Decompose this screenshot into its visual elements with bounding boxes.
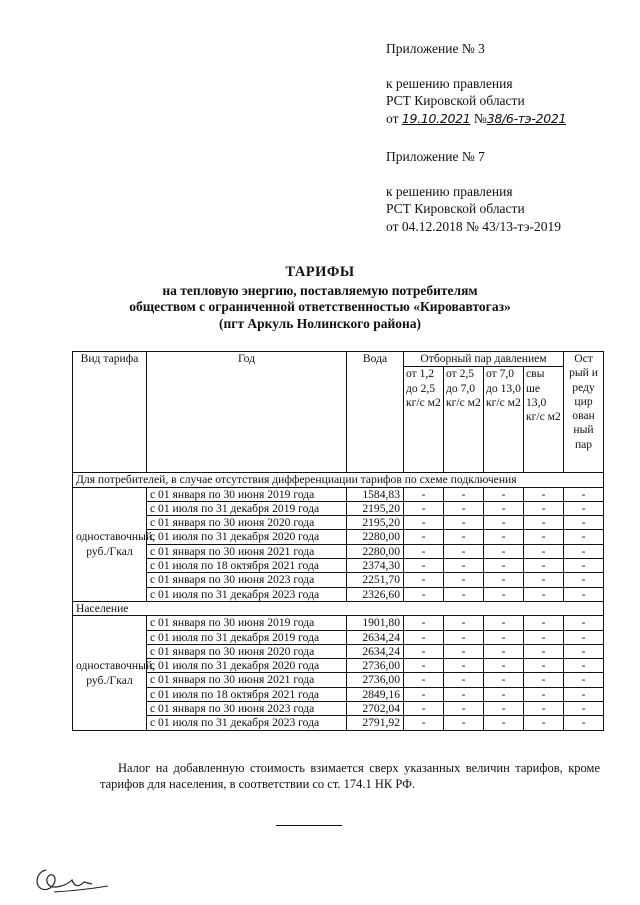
- table-row: [73, 573, 604, 587]
- empty-tariff-cell: -: [404, 616, 444, 630]
- empty-tariff-cell: -: [524, 716, 564, 730]
- empty-tariff-cell: -: [564, 530, 604, 544]
- water-tariff-cell: 2195,20: [347, 501, 404, 515]
- empty-tariff-cell: -: [524, 702, 564, 716]
- appendix-3-date-line: [386, 110, 566, 128]
- empty-tariff-cell: -: [564, 616, 604, 630]
- empty-tariff-cell: -: [404, 544, 444, 558]
- water-tariff-cell: 2736,00: [347, 673, 404, 687]
- empty-tariff-cell: -: [484, 544, 524, 558]
- empty-tariff-cell: -: [484, 630, 524, 644]
- empty-tariff-cell: -: [564, 644, 604, 658]
- empty-tariff-cell: -: [444, 487, 484, 501]
- period-cell: с 01 июля по 31 декабря 2023 года: [147, 716, 347, 730]
- table-row: [73, 530, 604, 544]
- empty-tariff-cell: -: [484, 716, 524, 730]
- table-row: [73, 644, 604, 658]
- appendix-3-line1: к решению правления: [386, 75, 513, 91]
- empty-tariff-cell: -: [404, 716, 444, 730]
- appendix-7-line1: к решению правления: [386, 183, 513, 199]
- header-pressure-4: свы ше 13,0 кг/с м2: [524, 367, 564, 473]
- empty-tariff-cell: -: [404, 559, 444, 573]
- signature-icon: [32, 862, 112, 896]
- empty-tariff-cell: -: [444, 544, 484, 558]
- section-row-general: [73, 473, 604, 487]
- appendix-3-from: от: [386, 110, 399, 126]
- header-pressure-2: от 2,5 до 7,0 кг/с м2: [444, 367, 484, 473]
- table-row: [73, 544, 604, 558]
- empty-tariff-cell: -: [404, 530, 444, 544]
- empty-tariff-cell: -: [404, 587, 444, 601]
- empty-tariff-cell: -: [484, 616, 524, 630]
- empty-tariff-cell: -: [404, 644, 444, 658]
- water-tariff-cell: 2702,04: [347, 702, 404, 716]
- table-row: [73, 487, 604, 501]
- period-cell: с 01 января по 30 июня 2023 года: [147, 702, 347, 716]
- empty-tariff-cell: -: [444, 659, 484, 673]
- empty-tariff-cell: -: [404, 673, 444, 687]
- section-row-population: [73, 601, 604, 615]
- table-row: [73, 673, 604, 687]
- water-tariff-cell: 2326,60: [347, 587, 404, 601]
- empty-tariff-cell: -: [484, 516, 524, 530]
- empty-tariff-cell: -: [524, 687, 564, 701]
- appendix-7-block: [386, 148, 561, 235]
- header-sharp-steam: Ост рый и реду цир ован ный пар: [564, 352, 604, 473]
- header-year: Год: [147, 352, 347, 473]
- empty-tariff-cell: -: [444, 530, 484, 544]
- section-population-label: Население: [73, 601, 604, 615]
- header-pressure-1: от 1,2 до 2,5 кг/с м2: [404, 367, 444, 473]
- empty-tariff-cell: -: [524, 630, 564, 644]
- water-tariff-cell: 2634,24: [347, 644, 404, 658]
- water-tariff-cell: 1584,83: [347, 487, 404, 501]
- period-cell: с 01 января по 30 июня 2019 года: [147, 616, 347, 630]
- table-row: [73, 559, 604, 573]
- water-tariff-cell: 2280,00: [347, 544, 404, 558]
- empty-tariff-cell: -: [564, 673, 604, 687]
- empty-tariff-cell: -: [564, 487, 604, 501]
- water-tariff-cell: 2195,20: [347, 516, 404, 530]
- tariff-table: [72, 351, 604, 731]
- water-tariff-cell: 2374,30: [347, 559, 404, 573]
- table-row: [73, 501, 604, 515]
- period-cell: с 01 июля по 18 октября 2021 года: [147, 687, 347, 701]
- header-water: Вода: [347, 352, 404, 473]
- period-cell: с 01 января по 30 июня 2023 года: [147, 573, 347, 587]
- empty-tariff-cell: -: [524, 559, 564, 573]
- table-row: [73, 716, 604, 730]
- empty-tariff-cell: -: [484, 573, 524, 587]
- empty-tariff-cell: -: [484, 673, 524, 687]
- period-cell: с 01 июля по 31 декабря 2020 года: [147, 659, 347, 673]
- empty-tariff-cell: -: [484, 530, 524, 544]
- empty-tariff-cell: -: [524, 644, 564, 658]
- appendix-3-title: Приложение № 3: [386, 41, 485, 56]
- appendix-3-number: 38/6-тэ-2021: [486, 110, 567, 126]
- group-general: [73, 487, 604, 601]
- empty-tariff-cell: -: [444, 587, 484, 601]
- table-row: [73, 587, 604, 601]
- appendix-7-title: Приложение № 7: [386, 149, 485, 164]
- water-tariff-cell: 2280,00: [347, 530, 404, 544]
- table-row: [73, 516, 604, 530]
- empty-tariff-cell: -: [524, 573, 564, 587]
- empty-tariff-cell: -: [444, 702, 484, 716]
- heading-line1: на тепловую энергию, поставляемую потребителям: [162, 282, 478, 298]
- period-cell: с 01 июля по 18 октября 2021 года: [147, 559, 347, 573]
- period-cell: с 01 января по 30 июня 2019 года: [147, 487, 347, 501]
- empty-tariff-cell: -: [444, 501, 484, 515]
- document-heading: [60, 264, 580, 332]
- empty-tariff-cell: -: [444, 673, 484, 687]
- empty-tariff-cell: -: [524, 616, 564, 630]
- empty-tariff-cell: -: [404, 659, 444, 673]
- appendix-7-line3: от 04.12.2018 № 43/13-тэ-2019: [386, 218, 561, 234]
- empty-tariff-cell: -: [444, 616, 484, 630]
- empty-tariff-cell: -: [564, 702, 604, 716]
- appendix-3-no: №: [473, 110, 487, 126]
- period-cell: с 01 июля по 31 декабря 2023 года: [147, 587, 347, 601]
- group2-tariff-type: одноставочный, руб./Гкал: [73, 616, 147, 730]
- empty-tariff-cell: -: [524, 544, 564, 558]
- empty-tariff-cell: -: [484, 587, 524, 601]
- empty-tariff-cell: -: [444, 630, 484, 644]
- empty-tariff-cell: -: [524, 501, 564, 515]
- water-tariff-cell: 2634,24: [347, 630, 404, 644]
- empty-tariff-cell: -: [404, 702, 444, 716]
- table-row: [73, 687, 604, 701]
- empty-tariff-cell: -: [444, 687, 484, 701]
- empty-tariff-cell: -: [564, 687, 604, 701]
- heading-line2: обществом с ограниченной ответственностью «Кировавтогаз»: [129, 299, 511, 314]
- empty-tariff-cell: -: [564, 544, 604, 558]
- empty-tariff-cell: -: [484, 501, 524, 515]
- empty-tariff-cell: -: [524, 516, 564, 530]
- empty-tariff-cell: -: [444, 559, 484, 573]
- empty-tariff-cell: -: [564, 516, 604, 530]
- table-row: [73, 630, 604, 644]
- water-tariff-cell: 2849,16: [347, 687, 404, 701]
- period-cell: с 01 января по 30 июня 2021 года: [147, 544, 347, 558]
- period-cell: с 01 января по 30 июня 2020 года: [147, 516, 347, 530]
- empty-tariff-cell: -: [524, 487, 564, 501]
- empty-tariff-cell: -: [564, 587, 604, 601]
- separator-line: [276, 825, 342, 826]
- empty-tariff-cell: -: [404, 501, 444, 515]
- period-cell: с 01 января по 30 июня 2021 года: [147, 673, 347, 687]
- group1-tariff-type: одноставочный, руб./Гкал: [73, 487, 147, 601]
- header-steam: Отборный пар давлением: [404, 352, 564, 367]
- empty-tariff-cell: -: [444, 644, 484, 658]
- appendix-3-line2: РСТ Кировской области: [386, 93, 525, 108]
- empty-tariff-cell: -: [484, 487, 524, 501]
- empty-tariff-cell: -: [484, 687, 524, 701]
- empty-tariff-cell: -: [524, 587, 564, 601]
- empty-tariff-cell: -: [484, 559, 524, 573]
- table-row: [73, 616, 604, 630]
- empty-tariff-cell: -: [404, 487, 444, 501]
- empty-tariff-cell: -: [524, 673, 564, 687]
- water-tariff-cell: 1901,80: [347, 616, 404, 630]
- section-general-label: Для потребителей, в случае отсутствия дифференциации тарифов по схеме подключения: [73, 473, 604, 487]
- period-cell: с 01 июля по 31 декабря 2019 года: [147, 630, 347, 644]
- table-row: [73, 659, 604, 673]
- water-tariff-cell: 2251,70: [347, 573, 404, 587]
- table-row: [73, 702, 604, 716]
- empty-tariff-cell: -: [524, 659, 564, 673]
- empty-tariff-cell: -: [564, 716, 604, 730]
- appendix-7-line2: РСТ Кировской области: [386, 201, 525, 216]
- water-tariff-cell: 2736,00: [347, 659, 404, 673]
- appendix-3-date: 19.10.2021: [401, 110, 471, 126]
- period-cell: с 01 июля по 31 декабря 2019 года: [147, 501, 347, 515]
- period-cell: с 01 января по 30 июня 2020 года: [147, 644, 347, 658]
- header-pressure-3: от 7,0 до 13,0 кг/с м2: [484, 367, 524, 473]
- empty-tariff-cell: -: [444, 516, 484, 530]
- empty-tariff-cell: -: [564, 659, 604, 673]
- appendix-3-block: [386, 40, 566, 127]
- empty-tariff-cell: -: [444, 716, 484, 730]
- empty-tariff-cell: -: [564, 501, 604, 515]
- empty-tariff-cell: -: [564, 573, 604, 587]
- group-population: [73, 616, 604, 730]
- heading-line3: (пгт Аркуль Нолинского района): [218, 315, 422, 331]
- empty-tariff-cell: -: [564, 559, 604, 573]
- empty-tariff-cell: -: [484, 659, 524, 673]
- empty-tariff-cell: -: [484, 702, 524, 716]
- empty-tariff-cell: -: [484, 644, 524, 658]
- empty-tariff-cell: -: [404, 573, 444, 587]
- empty-tariff-cell: -: [524, 530, 564, 544]
- empty-tariff-cell: -: [404, 516, 444, 530]
- empty-tariff-cell: -: [404, 687, 444, 701]
- empty-tariff-cell: -: [444, 573, 484, 587]
- header-row-1: [73, 352, 604, 367]
- header-type: Вид тарифа: [73, 352, 147, 473]
- empty-tariff-cell: -: [404, 630, 444, 644]
- empty-tariff-cell: -: [564, 630, 604, 644]
- document-title: ТАРИФЫ: [285, 264, 355, 280]
- vat-footnote: Налог на добавленную стоимость взимается сверх указанных величин тарифов, кроме тарифов для населения, в соответствии со ст. 174.1 НК РФ.: [100, 761, 600, 791]
- period-cell: с 01 июля по 31 декабря 2020 года: [147, 530, 347, 544]
- water-tariff-cell: 2791,92: [347, 716, 404, 730]
